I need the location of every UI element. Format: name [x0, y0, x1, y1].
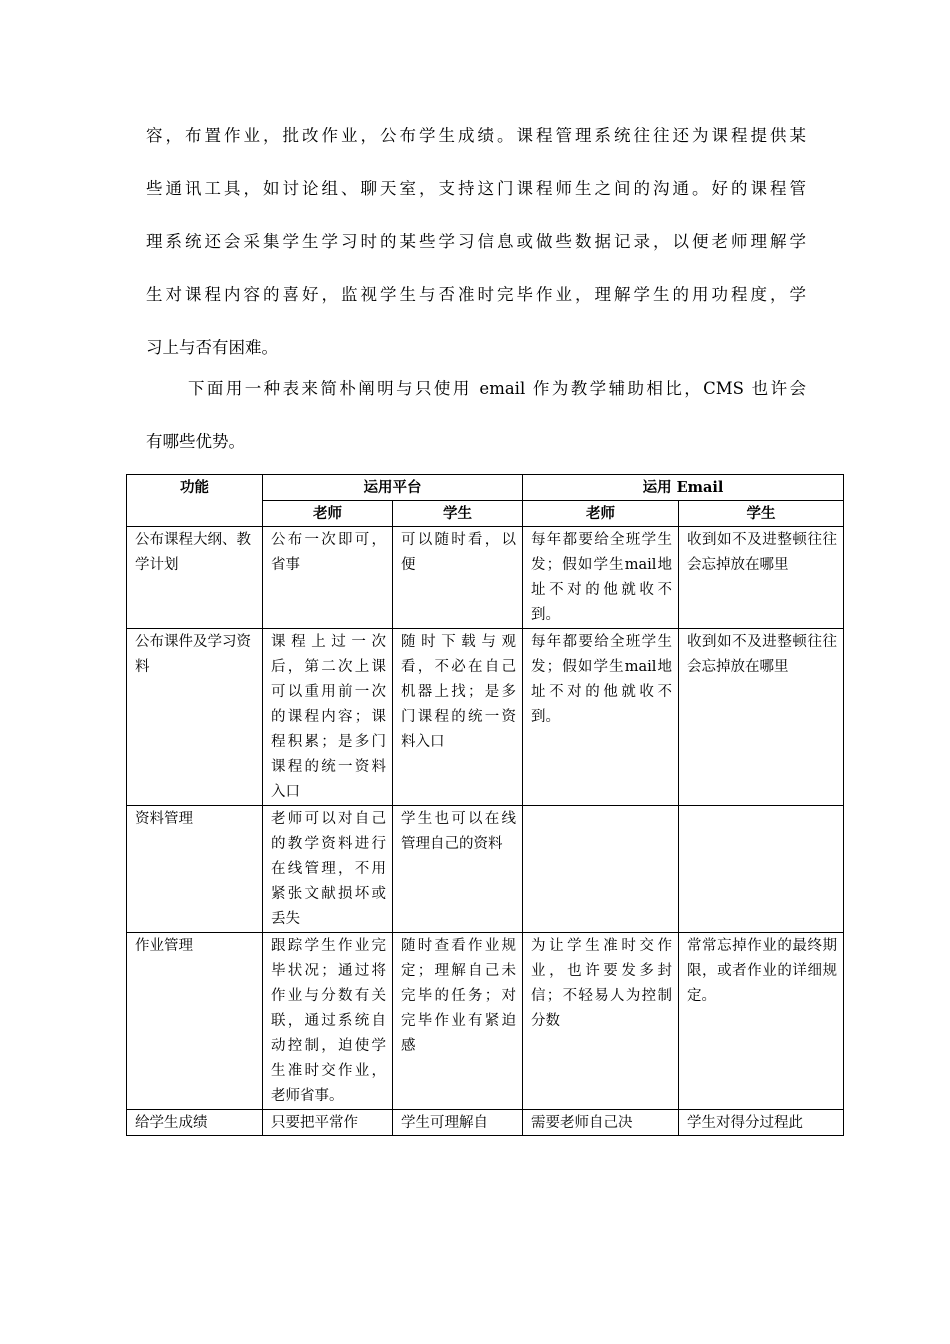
cell-platform-teacher — [263, 1110, 393, 1136]
cell-email-teacher: 为让学生准时交作业，也许要发多封信；不轻易人为控制分数 — [523, 933, 679, 1110]
text-line: 生对课程内容的喜好，监视学生与否准时完毕作业，理解学生的用功程度，学 — [146, 285, 806, 304]
cell-email-student: 常常忘掉作业的最终期限，或者作业的详细规定。 — [679, 933, 844, 1110]
intro-paragraph — [146, 124, 806, 364]
header-platform-student: 学生 — [393, 501, 523, 527]
text-line: 下面用一种表来简朴阐明与只使用 email 作为教学辅助相比，CMS 也许会 — [188, 379, 806, 398]
cell-text: 需要老师自己决 — [531, 1115, 633, 1131]
header-platform-teacher: 老师 — [263, 501, 393, 527]
cell-platform-student: 可以随时看，以便 — [393, 527, 523, 629]
header-platform: 运用平台 — [263, 475, 523, 501]
text-line: 容，布置作业，批改作业，公布学生成绩。课程管理系统往往还为课程提供某 — [146, 126, 806, 145]
comparison-table — [126, 474, 844, 1136]
header-email: 运用 Email — [523, 475, 844, 501]
cell-function — [127, 1110, 263, 1136]
cell-function: 作业管理 — [127, 933, 263, 1110]
table-row — [127, 527, 844, 629]
cell-email-teacher — [523, 1110, 679, 1136]
cell-email-teacher — [523, 806, 679, 933]
cell-platform-teacher: 公布一次即可，省事 — [263, 527, 393, 629]
cell-email-student — [679, 1110, 844, 1136]
cell-text: 给学生成绩 — [135, 1115, 208, 1131]
cell-platform-student: 随时查看作业规定；理解自己未完毕的任务；对完毕作业有紧迫感 — [393, 933, 523, 1110]
text-line: 些通讯工具，如讨论组、聊天室，支持这门课程师生之间的沟通。好的课程管 — [146, 179, 806, 198]
text-line: 习上与否有困难。 — [146, 338, 278, 357]
cell-email-student: 收到如不及进整顿往往会忘掉放在哪里 — [679, 629, 844, 806]
cell-function: 公布课件及学习资料 — [127, 629, 263, 806]
header-function: 功能 — [127, 475, 263, 527]
cell-email-student — [679, 806, 844, 933]
table-row — [127, 629, 844, 806]
cell-platform-teacher: 课程上过一次后，第二次上课可以重用前一次的课程内容；课程积累；是多门课程的统一资料入口 — [263, 629, 393, 806]
header-email-teacher: 老师 — [523, 501, 679, 527]
table-row — [127, 933, 844, 1110]
cell-email-student: 收到如不及进整顿往往会忘掉放在哪里 — [679, 527, 844, 629]
cell-function: 资料管理 — [127, 806, 263, 933]
cell-email-teacher: 每年都要给全班学生发；假如学生mail地址不对的他就收不到。 — [523, 527, 679, 629]
cell-text: 只要把平常作 — [271, 1115, 358, 1131]
table-row — [127, 806, 844, 933]
cell-platform-teacher: 跟踪学生作业完毕状况；通过将作业与分数有关联，通过系统自动控制，迫使学生准时交作业，老师省事。 — [263, 933, 393, 1110]
cell-platform-student: 学生也可以在线管理自己的资料 — [393, 806, 523, 933]
cell-text: 学生可理解自 — [401, 1115, 488, 1131]
header-email-student: 学生 — [679, 501, 844, 527]
cell-email-teacher: 每年都要给全班学生发；假如学生mail地址不对的他就收不到。 — [523, 629, 679, 806]
text-line: 理系统还会采集学生学习时的某些学习信息或做些数据记录，以便老师理解学 — [146, 232, 806, 251]
cell-platform-student — [393, 1110, 523, 1136]
cell-platform-student: 随时下载与观看，不必在自己机器上找；是多门课程的统一资料入口 — [393, 629, 523, 806]
table-header-row — [127, 475, 844, 501]
cell-text: 学生对得分过程此 — [687, 1115, 803, 1131]
table-row — [127, 1110, 844, 1136]
comparison-intro-paragraph — [146, 377, 806, 457]
text-line: 有哪些优势。 — [146, 432, 245, 451]
cell-function: 公布课程大纲、教学计划 — [127, 527, 263, 629]
cell-platform-teacher: 老师可以对自己的教学资料进行在线管理，不用紧张文献损坏或丢失 — [263, 806, 393, 933]
